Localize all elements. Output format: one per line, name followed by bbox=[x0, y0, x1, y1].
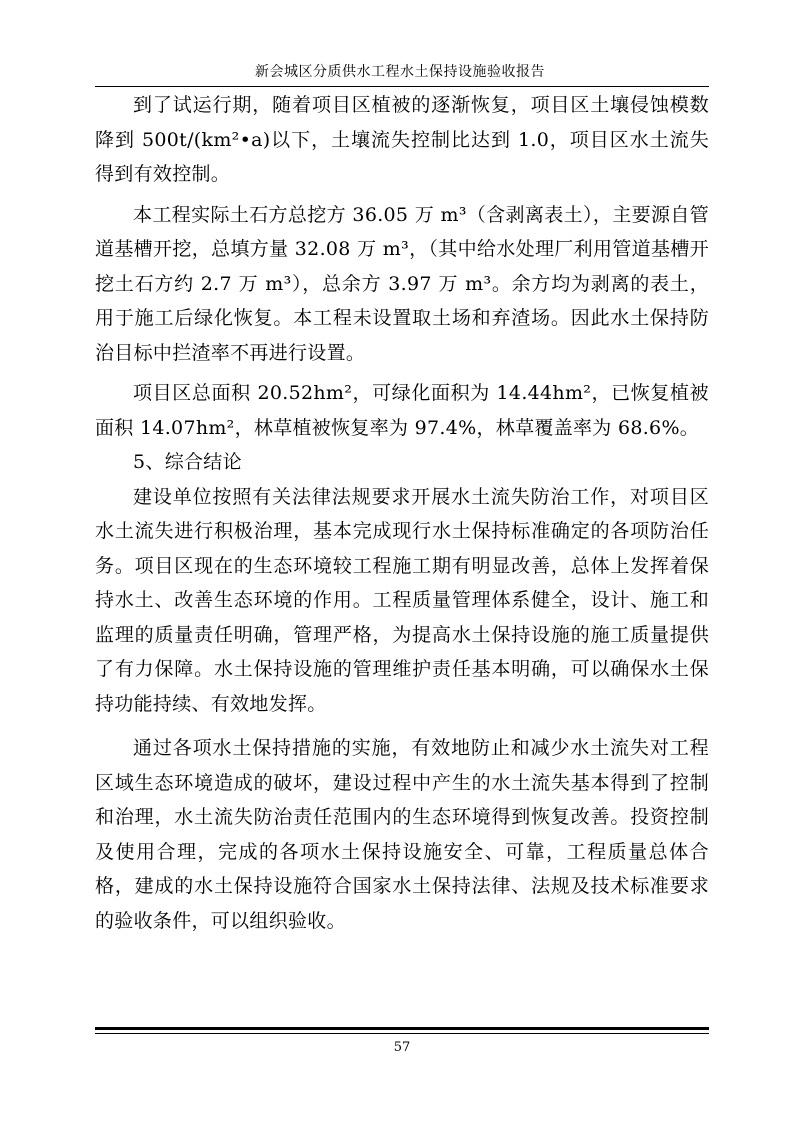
section-heading-conclusion: 5、综合结论 bbox=[133, 451, 242, 473]
header-divider bbox=[95, 86, 709, 87]
paragraph-vegetation: 项目区总面积 20.52hm²，可绿化面积为 14.44hm²，已恢复植被面积 14.07hm²，林草植被恢复率为 97.4%，林草覆盖率为 68.6%。 bbox=[95, 382, 709, 439]
paragraph-conclusion: 建设单位按照有关法律法规要求开展水土流失防治工作，对项目区水土流失进行积极治理，基本完成现行水土保持标准确定的各项防治任务。项目区现在的生态环境较工程施工期有明显改善，总体上发挥着保持水土、改善生态环境的作用。工程质量管理体系健全，设计、施工和监理的质量责任明确，管理严格，为提高水土保持设施的施工质量提供了有力保障。水土保持设施的管理维护责任基本明确，可以确保水土保持功能持续、有效地发挥。 bbox=[95, 485, 709, 715]
paragraph-trial-run: 到了试运行期，随着项目区植被的逐渐恢复，项目区土壤侵蚀模数降到 500t/(km²•a)以下，土壤流失控制比达到 1.0，项目区水土流失得到有效控制。 bbox=[95, 94, 709, 185]
page-number: 57 bbox=[393, 1040, 411, 1055]
paragraph-final: 通过各项水土保持措施的实施，有效地防止和减少水土流失对工程区域生态环境造成的破坏，建设过程中产生的水土流失基本得到了控制和治理，水土流失防治责任范围内的生态环境得到恢复改善。投资控制及使用合理，完成的各项水土保持设施安全、可靠，工程质量总体合格，建成的水土保持设施符合国家水土保持法律、法规及技术标准要求的验收条件，可以组织验收。 bbox=[95, 737, 709, 932]
footer-divider-thick bbox=[95, 1027, 709, 1030]
running-header: 新会城区分质供水工程水土保持设施验收报告 bbox=[255, 64, 545, 80]
footer-divider-thin bbox=[95, 1033, 709, 1034]
paragraph-earthwork: 本工程实际土石方总挖方 36.05 万 m³（含剥离表土），主要源自管道基槽开挖，总填方量 32.08 万 m³，（其中给水处理厂利用管道基槽开挖土石方约 2.7 万 m³），总余方 3.97 万 m³。余方均为剥离的表土，用于施工后绿化恢复。本工程未设置取土场和弃渣场。因此水土保持防治目标中拦渣率不再进行设置。 bbox=[95, 203, 709, 364]
document-body bbox=[95, 88, 709, 938]
